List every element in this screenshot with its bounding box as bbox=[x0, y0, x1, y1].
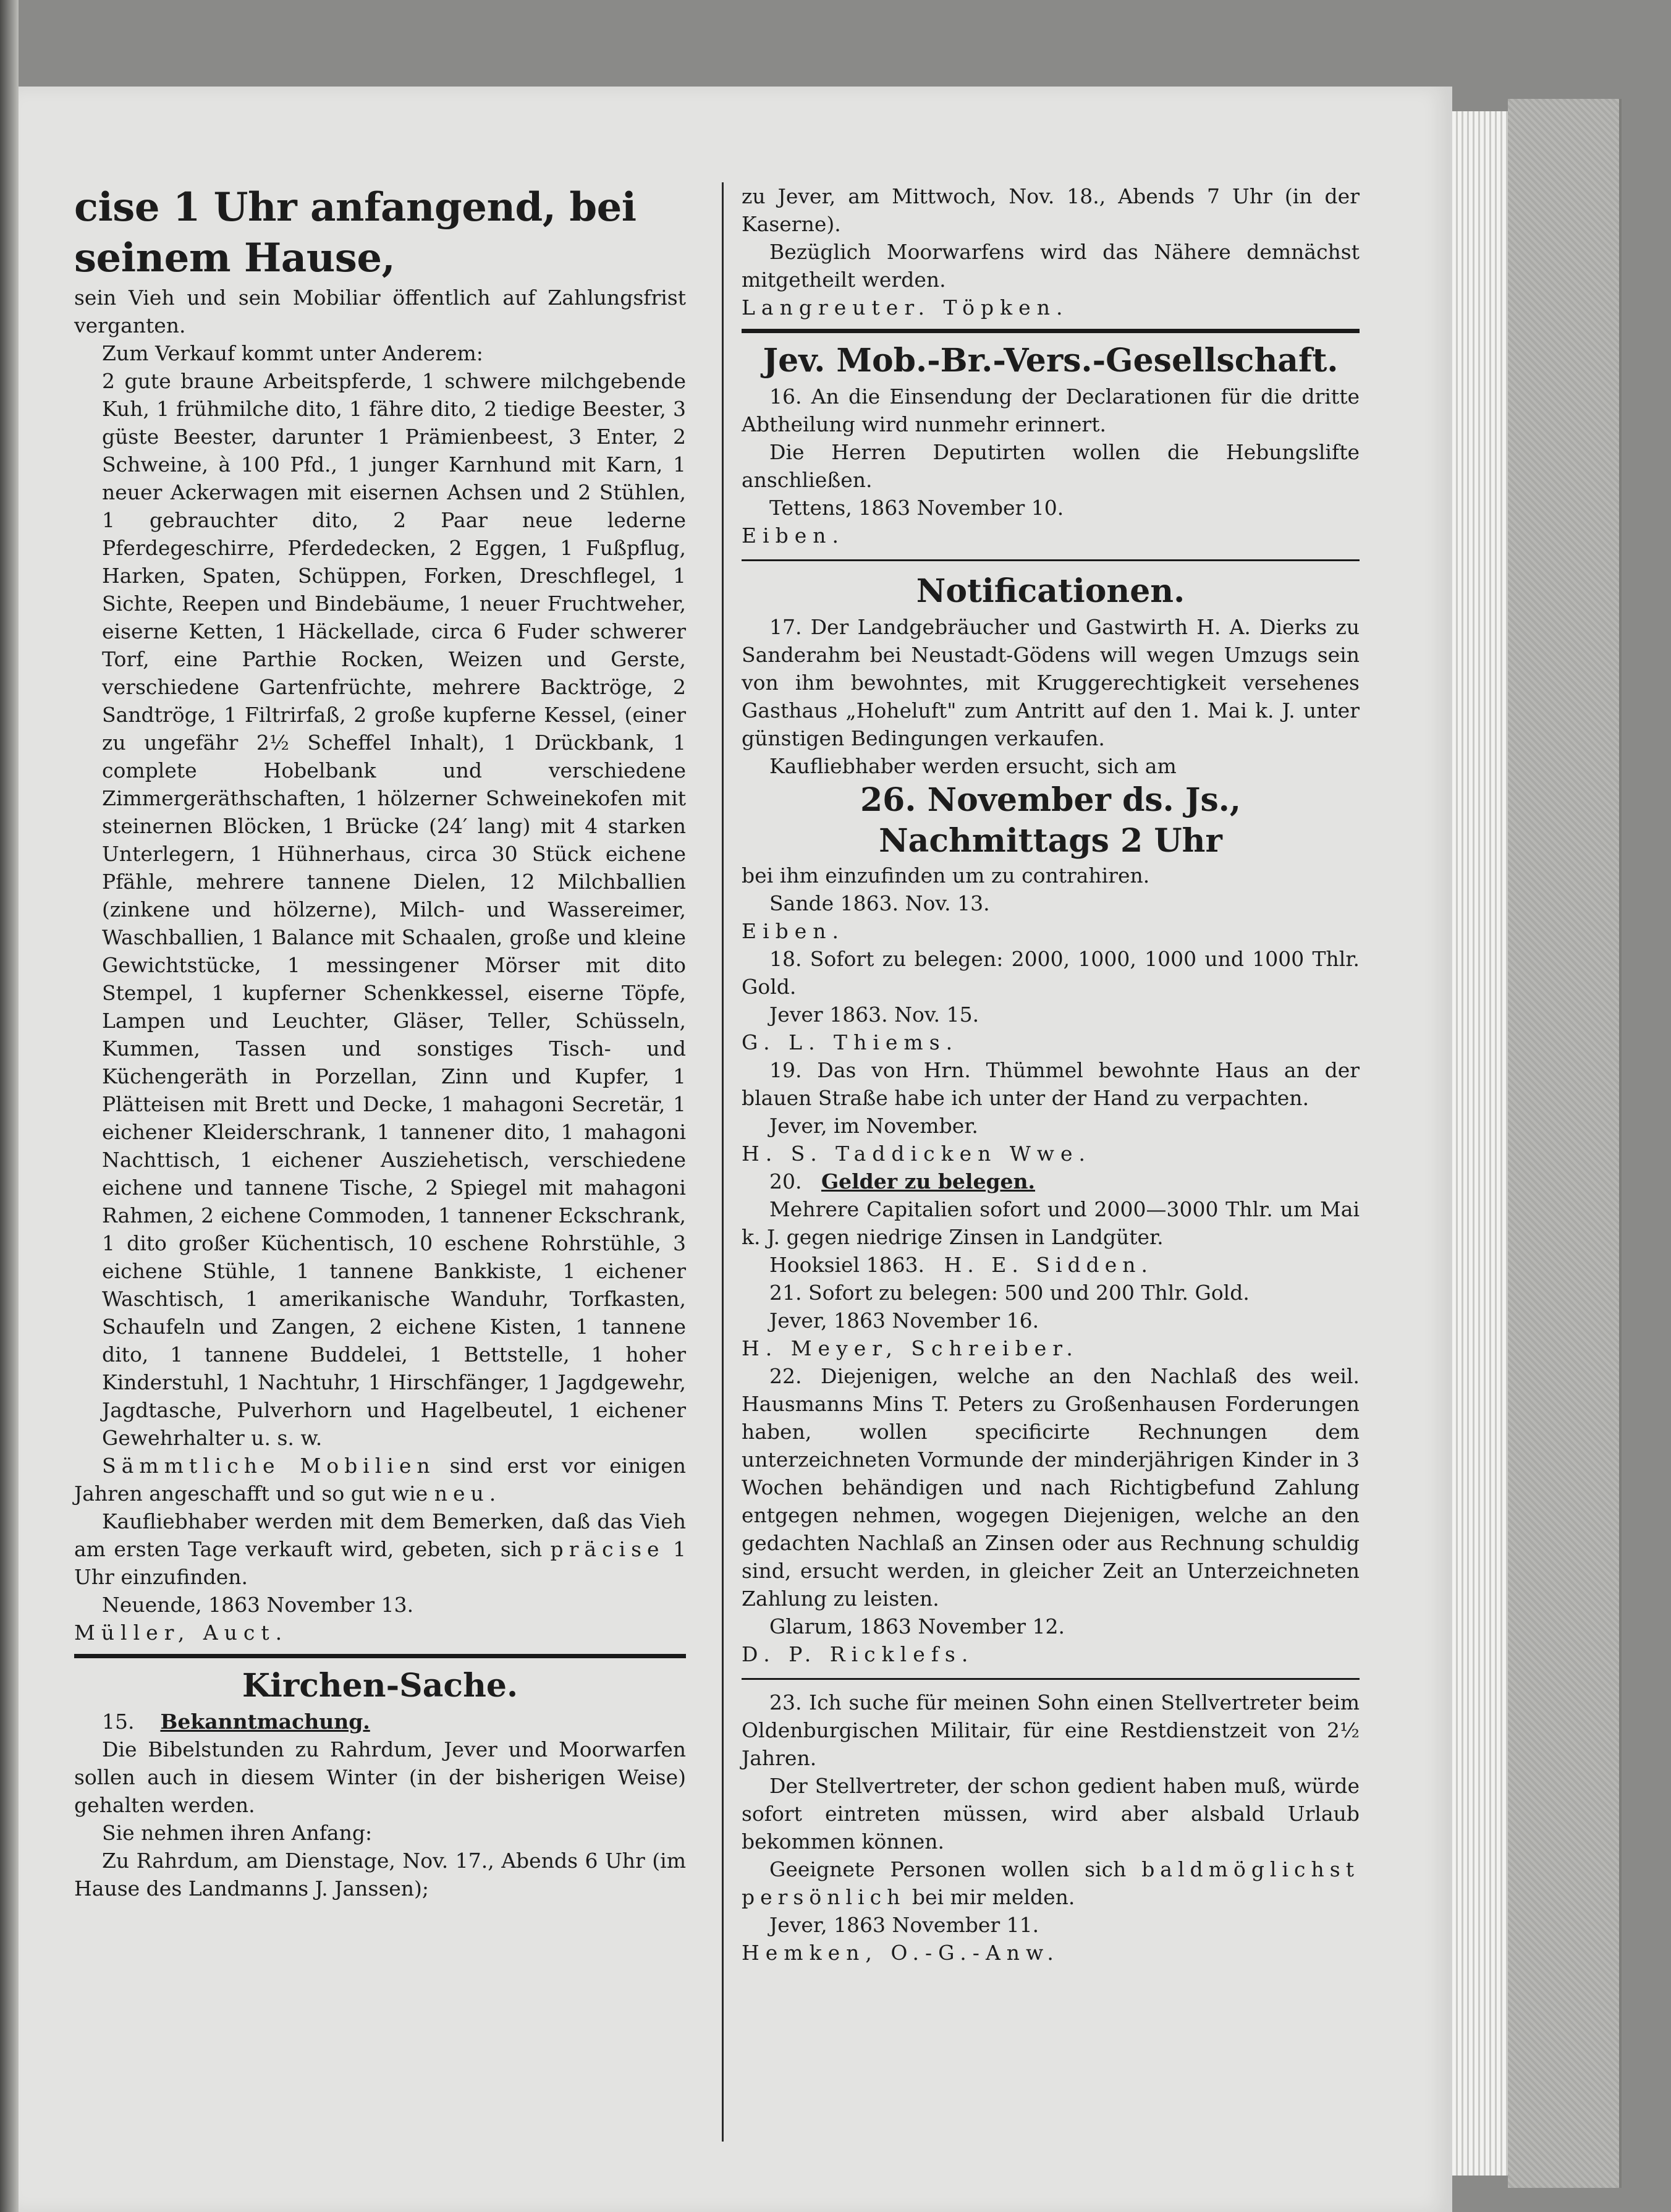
note-text: sind erst vor einigen Jahren angeschafft und so gut wie bbox=[74, 1454, 687, 1506]
request-end: bei mir melden. bbox=[905, 1885, 1075, 1909]
notifications-heading: Notificationen. bbox=[916, 572, 1185, 610]
notice-23-conditions: Der Stellvertreter, der schon gedient haben muß, würde sofort eintreten müssen, wird aber alsbald Urlaub bekommen können. bbox=[742, 1774, 1360, 1854]
notice-21-signature: H. Meyer, Schreiber. bbox=[742, 1336, 1079, 1360]
notice-15-start: Sie nehmen ihren Anfang: bbox=[102, 1821, 373, 1845]
left-column bbox=[74, 182, 686, 1902]
notice-15-body: Die Bibelstunden zu Rahrdum, Jever und Moorwarfen sollen auch in diesem Winter (in der bisherigen Weise) gehalten werden. bbox=[74, 1737, 686, 1817]
notice-21-body: 21. Sofort zu belegen: 500 und 200 Thlr. Gold. bbox=[769, 1281, 1250, 1305]
notice-21-dateline: Jever, 1863 November 16. bbox=[769, 1308, 1039, 1333]
auction-dateline: Neuende, 1863 November 13. bbox=[102, 1593, 414, 1617]
auction-note-2 bbox=[74, 1507, 686, 1591]
note-text: Kaufliebhaber werden mit dem Bemerken, daß das Vieh am ersten Tage verkauft wird, gebeten, sich bbox=[74, 1509, 686, 1561]
notice-15-schedule: Zu Rahrdum, am Dienstage, Nov. 17., Abends 6 Uhr (im Hause des Landmanns J. Janssen); bbox=[74, 1849, 686, 1901]
notice-16-deputies: Die Herren Deputirten wollen die Hebungslifte anschließen. bbox=[742, 440, 1360, 492]
notice-17-date: 26. November ds. Js., bbox=[860, 781, 1241, 819]
notice-23-dateline: Jever, 1863 November 11. bbox=[769, 1913, 1039, 1937]
notice-15-moorwarfen: Bezüglich Moorwarfens wird das Nähere demnächst mitgetheilt werden. bbox=[742, 240, 1360, 292]
notice-20-footer bbox=[742, 1251, 1360, 1279]
notice-17-contract: bei ihm einzufinden um zu contrahiren. bbox=[742, 863, 1150, 888]
page-edges bbox=[1452, 111, 1508, 2176]
notice-18-dateline: Jever 1863. Nov. 15. bbox=[769, 1002, 979, 1027]
notice-17-signature: Eiben. bbox=[742, 919, 845, 943]
notice-17-body: 17. Der Landgebräucher und Gastwirth H. A. Dierks zu Sanderahm bei Neustadt-Gödens will wegen Umzugs sein von ihm bewohntes, mit Kruggerechtigkeit versehenes Gasthaus „Hoheluft" zum Antritt auf den 1. Mai k. J. unter günstigen Bedingungen verkaufen. bbox=[742, 615, 1360, 750]
notice-15-signature: Langreuter. Töpken. bbox=[742, 295, 1069, 320]
auction-note-1 bbox=[74, 1452, 686, 1507]
notice-number: 15. bbox=[102, 1710, 135, 1734]
notice-18-body: 18. Sofort zu belegen: 2000, 1000, 1000 und 1000 Thlr. Gold. bbox=[742, 947, 1360, 999]
notice-17-invite: Kaufliebhaber werden ersucht, sich am bbox=[769, 754, 1177, 778]
notice-16-signature: Eiben. bbox=[742, 523, 845, 548]
notice-22-signature: D. P. Ricklefs. bbox=[742, 1642, 975, 1666]
notice-23-body: 23. Ich suche für meinen Sohn einen Stellvertreter beim Oldenburgischen Militair, für eine Restdienstzeit von 2½ Jahren. bbox=[742, 1690, 1360, 1770]
notice-19-signature: H. S. Taddicken Wwe. bbox=[742, 1142, 1092, 1166]
section-rule bbox=[74, 1654, 686, 1658]
notice-17-time: Nachmittags 2 Uhr bbox=[879, 822, 1222, 860]
notice-23-request bbox=[742, 1855, 1360, 1911]
notice-15-continued: zu Jever, am Mittwoch, Nov. 18., Abends 7 Uhr (in der Kaserne). bbox=[742, 184, 1360, 236]
column-divider bbox=[722, 182, 724, 2142]
note-emphasis: Sämmtliche Mobilien bbox=[102, 1454, 436, 1478]
section-rule bbox=[742, 329, 1360, 333]
note-emphasis-new: neu. bbox=[434, 1481, 502, 1506]
notice-number: 20. bbox=[769, 1169, 802, 1193]
notice-title: Bekanntmachung. bbox=[160, 1710, 370, 1734]
notice-16-dateline: Tettens, 1863 November 10. bbox=[769, 496, 1064, 520]
notice-15-title bbox=[74, 1708, 686, 1735]
request-text: Geeignete Personen wollen sich bbox=[769, 1857, 1142, 1881]
notice-title: Gelder zu belegen. bbox=[821, 1169, 1036, 1193]
sale-intro: Zum Verkauf kommt unter Anderem: bbox=[102, 341, 483, 365]
auction-intro: sein Vieh und sein Mobiliar öffentlich auf Zahlungsfrist verganten. bbox=[74, 286, 686, 337]
note-emphasis-precise: präcise bbox=[550, 1537, 665, 1561]
notice-22-dateline: Glarum, 1863 November 12. bbox=[769, 1614, 1065, 1638]
auction-signature: Müller, Auct. bbox=[74, 1621, 289, 1645]
notice-22-body: 22. Diejenigen, welche an den Nachlaß des weil. Hausmanns Mins T. Peters zu Großenhausen Forderungen haben, wollen specificirte Rechnungen dem unterzeichneten Vormunde der minderjährigen Kinder in 3 Wochen behändigen und nach Richtigbefund Zahlung entgegen nehmen, wogegen Diejenigen, welche an den gedachten Nachlaß an Zinsen oder aus Rechnung schuldig sind, ersucht werden, in gleicher Zeit an Unterzeichneten Zahlung zu leisten. bbox=[742, 1364, 1360, 1611]
insurance-society-heading: Jev. Mob.-Br.-Vers.-Gesellschaft. bbox=[763, 342, 1339, 379]
notice-19-dateline: Jever, im November. bbox=[769, 1114, 978, 1138]
notice-18-signature: G. L. Thiems. bbox=[742, 1030, 959, 1054]
notice-20-dateline: Hooksiel 1863. bbox=[769, 1253, 925, 1277]
notice-20-body: Mehrere Capitalien sofort und 2000—3000 Thlr. um Mai k. J. gegen niedrige Zinsen in Landgüter. bbox=[742, 1197, 1360, 1249]
book-cover-board bbox=[1508, 99, 1622, 2188]
facing-page-edge bbox=[0, 0, 19, 2212]
auction-items: 2 gute braune Arbeitspferde, 1 schwere milchgebende Kuh, 1 frühmilche dito, 1 fähre dito, 2 tiedige Beester, 3 güste Beester, darunter 1 Prämienbeest, 3 Enter, 2 Schweine, à 100 Pfd., 1 junger Karnhund mit Karn, 1 neuer Ackerwagen mit eisernen Achsen und 2 Stühlen, 1 gebrauchter dito, 2 Paar neue lederne Pferdegeschirre, Pferdedecken, 2 Eggen, 1 Fußpflug, Harken, Spaten, Schüppen, Forken, Dreschflegel, 1 Sichte, Reepen und Bindebäume, 1 neuer Fruchtweher, eiserne Ketten, 1 Häckellade, circa 6 Fuder schwerer Torf, eine Parthie Rocken, Weizen und Gerste, verschiedene Gartenfrüchte, mehrere Backtröge, 2 Sandtröge, 1 Filtrirfaß, 2 große kupferne Kessel, (einer zu ungefähr 2½ Scheffel Inhalt), 1 Drückbank, 1 complete Hobelbank und verschiedene Zimmergeräthschaften, 1 hölzerner Schweinekofen mit steinernen Blöcken, 1 Brücke (24′ lang) mit 4 starken Unterlegern, 1 Hühnerhaus, circa 30 Stück eichene Pfähle, mehrere tannene Dielen, 12 Milchballien (zinkene und hölzerne), Milch- und Wassereimer, Waschballien, 1 Balance mit Schaalen, große und kleine Gewichtstücke, 1 messingener Mörser mit dito Stempel, 1 kupferner Schenkkessel, eiserne Töpfe, Lampen und Leuchter, Gläser, Teller, Schüsseln, Kummen, Tassen und sonstiges Tisch- und Küchengeräth in Porzellan, Zinn und Kupfer, 1 Plätteisen mit Brett und Decke, 1 mahagoni Secretär, 1 eichener Kleiderschrank, 1 tannener dito, 1 mahagoni Nachttisch, 1 eichener Ausziehetisch, verschiedene eichene und tannene Tische, 2 Spiegel mit mahagoni Rahmen, 2 eichene Commoden, 1 tannener Eckschrank, 1 dito großer Küchentisch, 10 eschene Rohrstühle, 3 eichene Stühle, 1 tannene Bankkiste, 1 eichener Waschtisch, 1 amerikanische Wanduhr, Torfkasten, Schaufeln und Zangen, 2 eichene Kisten, 1 tannene dito, 1 tannene Buddelei, 1 Bettstelle, 1 hoher Kinderstuhl, 1 Nachtuhr, 1 Hirschfänger, 1 Jagdgewehr, Jagdtasche, Pulverhorn und Hagelbeutel, 1 eichener Gewehrhalter u. s. w. bbox=[102, 369, 686, 1450]
notice-19-body: 19. Das von Hrn. Thümmel bewohnte Haus an der blauen Straße habe ich unter der Hand zu verpachten. bbox=[742, 1058, 1360, 1110]
auction-heading: cise 1 Uhr anfangend, bei seinem Hause, bbox=[74, 184, 637, 281]
notice-20-title bbox=[742, 1167, 1360, 1195]
note-text-end: 1 Uhr einzufinden. bbox=[74, 1537, 686, 1589]
notice-20-signature: H. E. Sidden. bbox=[944, 1253, 1154, 1277]
notice-16-body: 16. An die Einsendung der Declarationen für die dritte Abtheilung wird nunmehr erinnert. bbox=[742, 384, 1360, 436]
section-rule bbox=[742, 1678, 1360, 1680]
church-section-heading: Kirchen-Sache. bbox=[242, 1667, 518, 1705]
request-emphasis: baldmöglichst persönlich bbox=[742, 1857, 1360, 1909]
notice-23-signature: Hemken, O.-G.-Anw. bbox=[742, 1941, 1060, 1965]
right-column bbox=[742, 182, 1360, 1967]
section-rule bbox=[742, 559, 1360, 561]
notice-17-dateline: Sande 1863. Nov. 13. bbox=[769, 891, 990, 915]
